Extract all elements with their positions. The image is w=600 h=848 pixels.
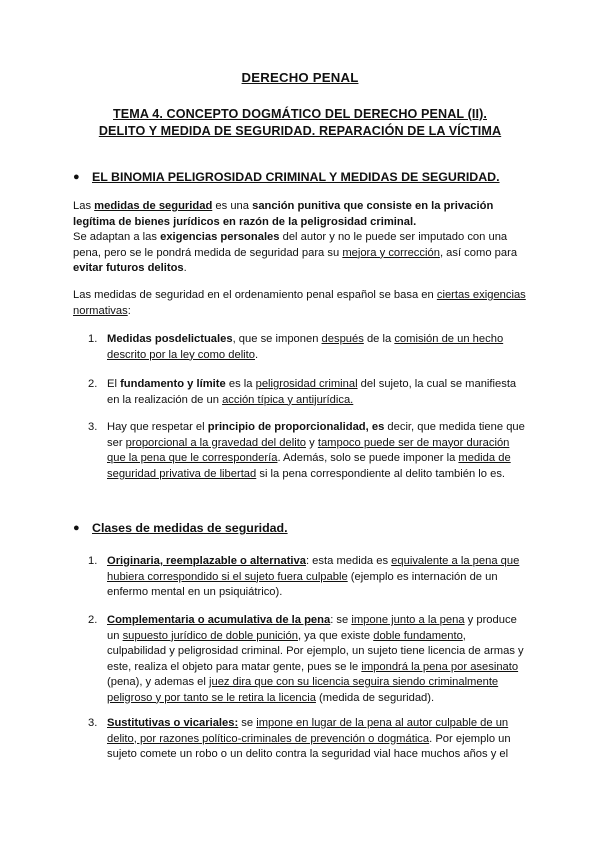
term-originaria: Originaria, reemplazable o alternativa [107, 555, 306, 567]
intro-paragraph [73, 199, 533, 277]
list-item [88, 613, 527, 706]
text-run: El [107, 378, 121, 390]
list-item [88, 554, 527, 601]
section-heading-binomia [73, 170, 500, 186]
section-heading-clases [73, 521, 288, 537]
text-run: del sujeto, la cual se manifiesta en la realización de un [107, 378, 517, 406]
definition-text: sanción punitiva que consiste en la privación legítima de bienes jurídicos en razón de la peligrosidad criminal. [73, 200, 494, 228]
term-despues: después [321, 333, 364, 345]
term-retira-licencia: juez dira que con su licencia seguira siendo criminalmente peligroso y por tanto se le retira la licencia [107, 676, 499, 704]
list-number: 3. [88, 421, 98, 433]
term-doble-fundamento: doble fundamento [373, 629, 463, 642]
text-run: . Por ejemplo un sujeto comete un robo o un delito contra la seguridad vial hace muchos años y el [107, 732, 511, 760]
text-run: Se adaptan a las [73, 231, 161, 243]
term-mejora-correccion: mejora y corrección [342, 246, 440, 259]
text-run: , que se imponen [232, 333, 322, 345]
term-lugar-pena: impone en lugar de la pena al autor culpable de un delito, por razones político-criminales de prevención o dogmática [107, 717, 509, 745]
text-run: si la pena correspondiente al delito también lo es. [256, 467, 506, 480]
text-run: Las [73, 200, 95, 212]
term-complementaria: Complementaria o acumulativa de la pena [107, 614, 331, 626]
list-number: 2. [88, 614, 98, 626]
text-run: : se [330, 614, 352, 626]
text-run: . Además, solo se puede imponer la [277, 452, 459, 464]
text-run: es [371, 421, 385, 433]
text-run: del autor y no le puede ser imputado con una pena, pero se le pondrá medida de seguridad para su [73, 231, 508, 259]
text-run: , así como para [439, 246, 518, 259]
list-item [88, 716, 527, 763]
document-title: DERECHO PENAL [241, 70, 359, 85]
bullet-icon: ● [73, 171, 80, 183]
text-run: : [127, 304, 131, 317]
term-equivalente-pena: equivalente a la pena que hubiera correspondido si el sujeto fuera culpable [107, 555, 520, 583]
section-heading-text: Clases de medidas de seguridad. [92, 521, 288, 535]
text-run: . [183, 262, 187, 274]
term-pena-asesinato: impondrá la pena por asesinato [361, 660, 519, 673]
text-run: se [238, 717, 257, 729]
term-doble-punicion: supuesto jurídico de doble punición [122, 629, 298, 642]
text-run: de la [363, 333, 395, 345]
document-subtitle: TEMA 4. CONCEPTO DOGMÁTICO DEL DERECHO PENAL (II). DELITO Y MEDIDA DE SEGURIDAD. REPARACIÓN DE LA VÍCTIMA [98, 107, 502, 138]
term-medidas-de-seguridad: medidas de seguridad [94, 200, 213, 212]
term-privativa-libertad: medida de seguridad privativa de libertad [107, 452, 511, 480]
text-run: y produce un [107, 614, 517, 642]
text-run: , culpabilidad y peligrosidad criminal. Por ejemplo, un sujeto tiene licencia de armas y este, realiza el objeto para matar gente, pues se le [107, 629, 524, 673]
list-number: 2. [88, 378, 98, 390]
text-run: : esta medida es [305, 555, 392, 567]
text-run: (ejemplo es internación de un enfermo mental en un psiquiátrico). [107, 570, 498, 598]
term-sustitutivas: Sustitutivas o vicariales: [107, 717, 239, 729]
text-run: Hay que respetar el [107, 421, 208, 433]
list-number: 3. [88, 717, 98, 729]
text-run: y [306, 436, 318, 449]
section-heading-text: EL BINOMIA PELIGROSIDAD CRIMINAL Y MEDIDAS DE SEGURIDAD. [92, 170, 500, 184]
term-comision-hecho: comisión de un hecho descrito por la ley como delito [107, 333, 504, 361]
term-exigencias-personales: exigencias personales [160, 231, 280, 243]
term-accion-tipica: acción típica y antijurídica. [222, 393, 354, 406]
list-number: 1. [88, 333, 98, 345]
term-junto-pena: impone junto a la pena [351, 614, 465, 626]
term-exigencias-normativas: ciertas exigencias normativas [73, 289, 526, 317]
text-run: . [255, 348, 259, 361]
text-run: Las medidas de seguridad en el ordenamiento penal español se basa en [73, 289, 437, 301]
list-item [88, 420, 527, 482]
term-principio-proporcionalidad: principio de proporcionalidad, [207, 421, 369, 433]
text-run: decir, que medida tiene que ser [107, 421, 525, 449]
text-run: (medida de seguridad). [315, 691, 435, 704]
list-number: 1. [88, 555, 98, 567]
term-evitar-futuros-delitos: evitar futuros delitos [73, 262, 184, 274]
term-mayor-duracion: tampoco puede ser de mayor duración que la pena que le correspondería [107, 436, 510, 464]
text-run: es la [225, 378, 256, 390]
text-run: es una [212, 200, 253, 212]
list-item [88, 332, 527, 363]
text-run: (pena), y ademas el [107, 676, 209, 688]
term-peligrosidad-criminal: peligrosidad criminal [255, 378, 358, 390]
term-fundamento-limite: fundamento y límite [120, 378, 226, 390]
term-proporcional-gravedad: proporcional a la gravedad del delito [125, 436, 307, 449]
term-medidas-posdelictuales: Medidas posdelictuales [107, 333, 233, 345]
basis-paragraph [73, 288, 533, 319]
bullet-icon: ● [73, 522, 80, 534]
list-item [88, 377, 527, 408]
text-run: , ya que existe [297, 629, 374, 642]
